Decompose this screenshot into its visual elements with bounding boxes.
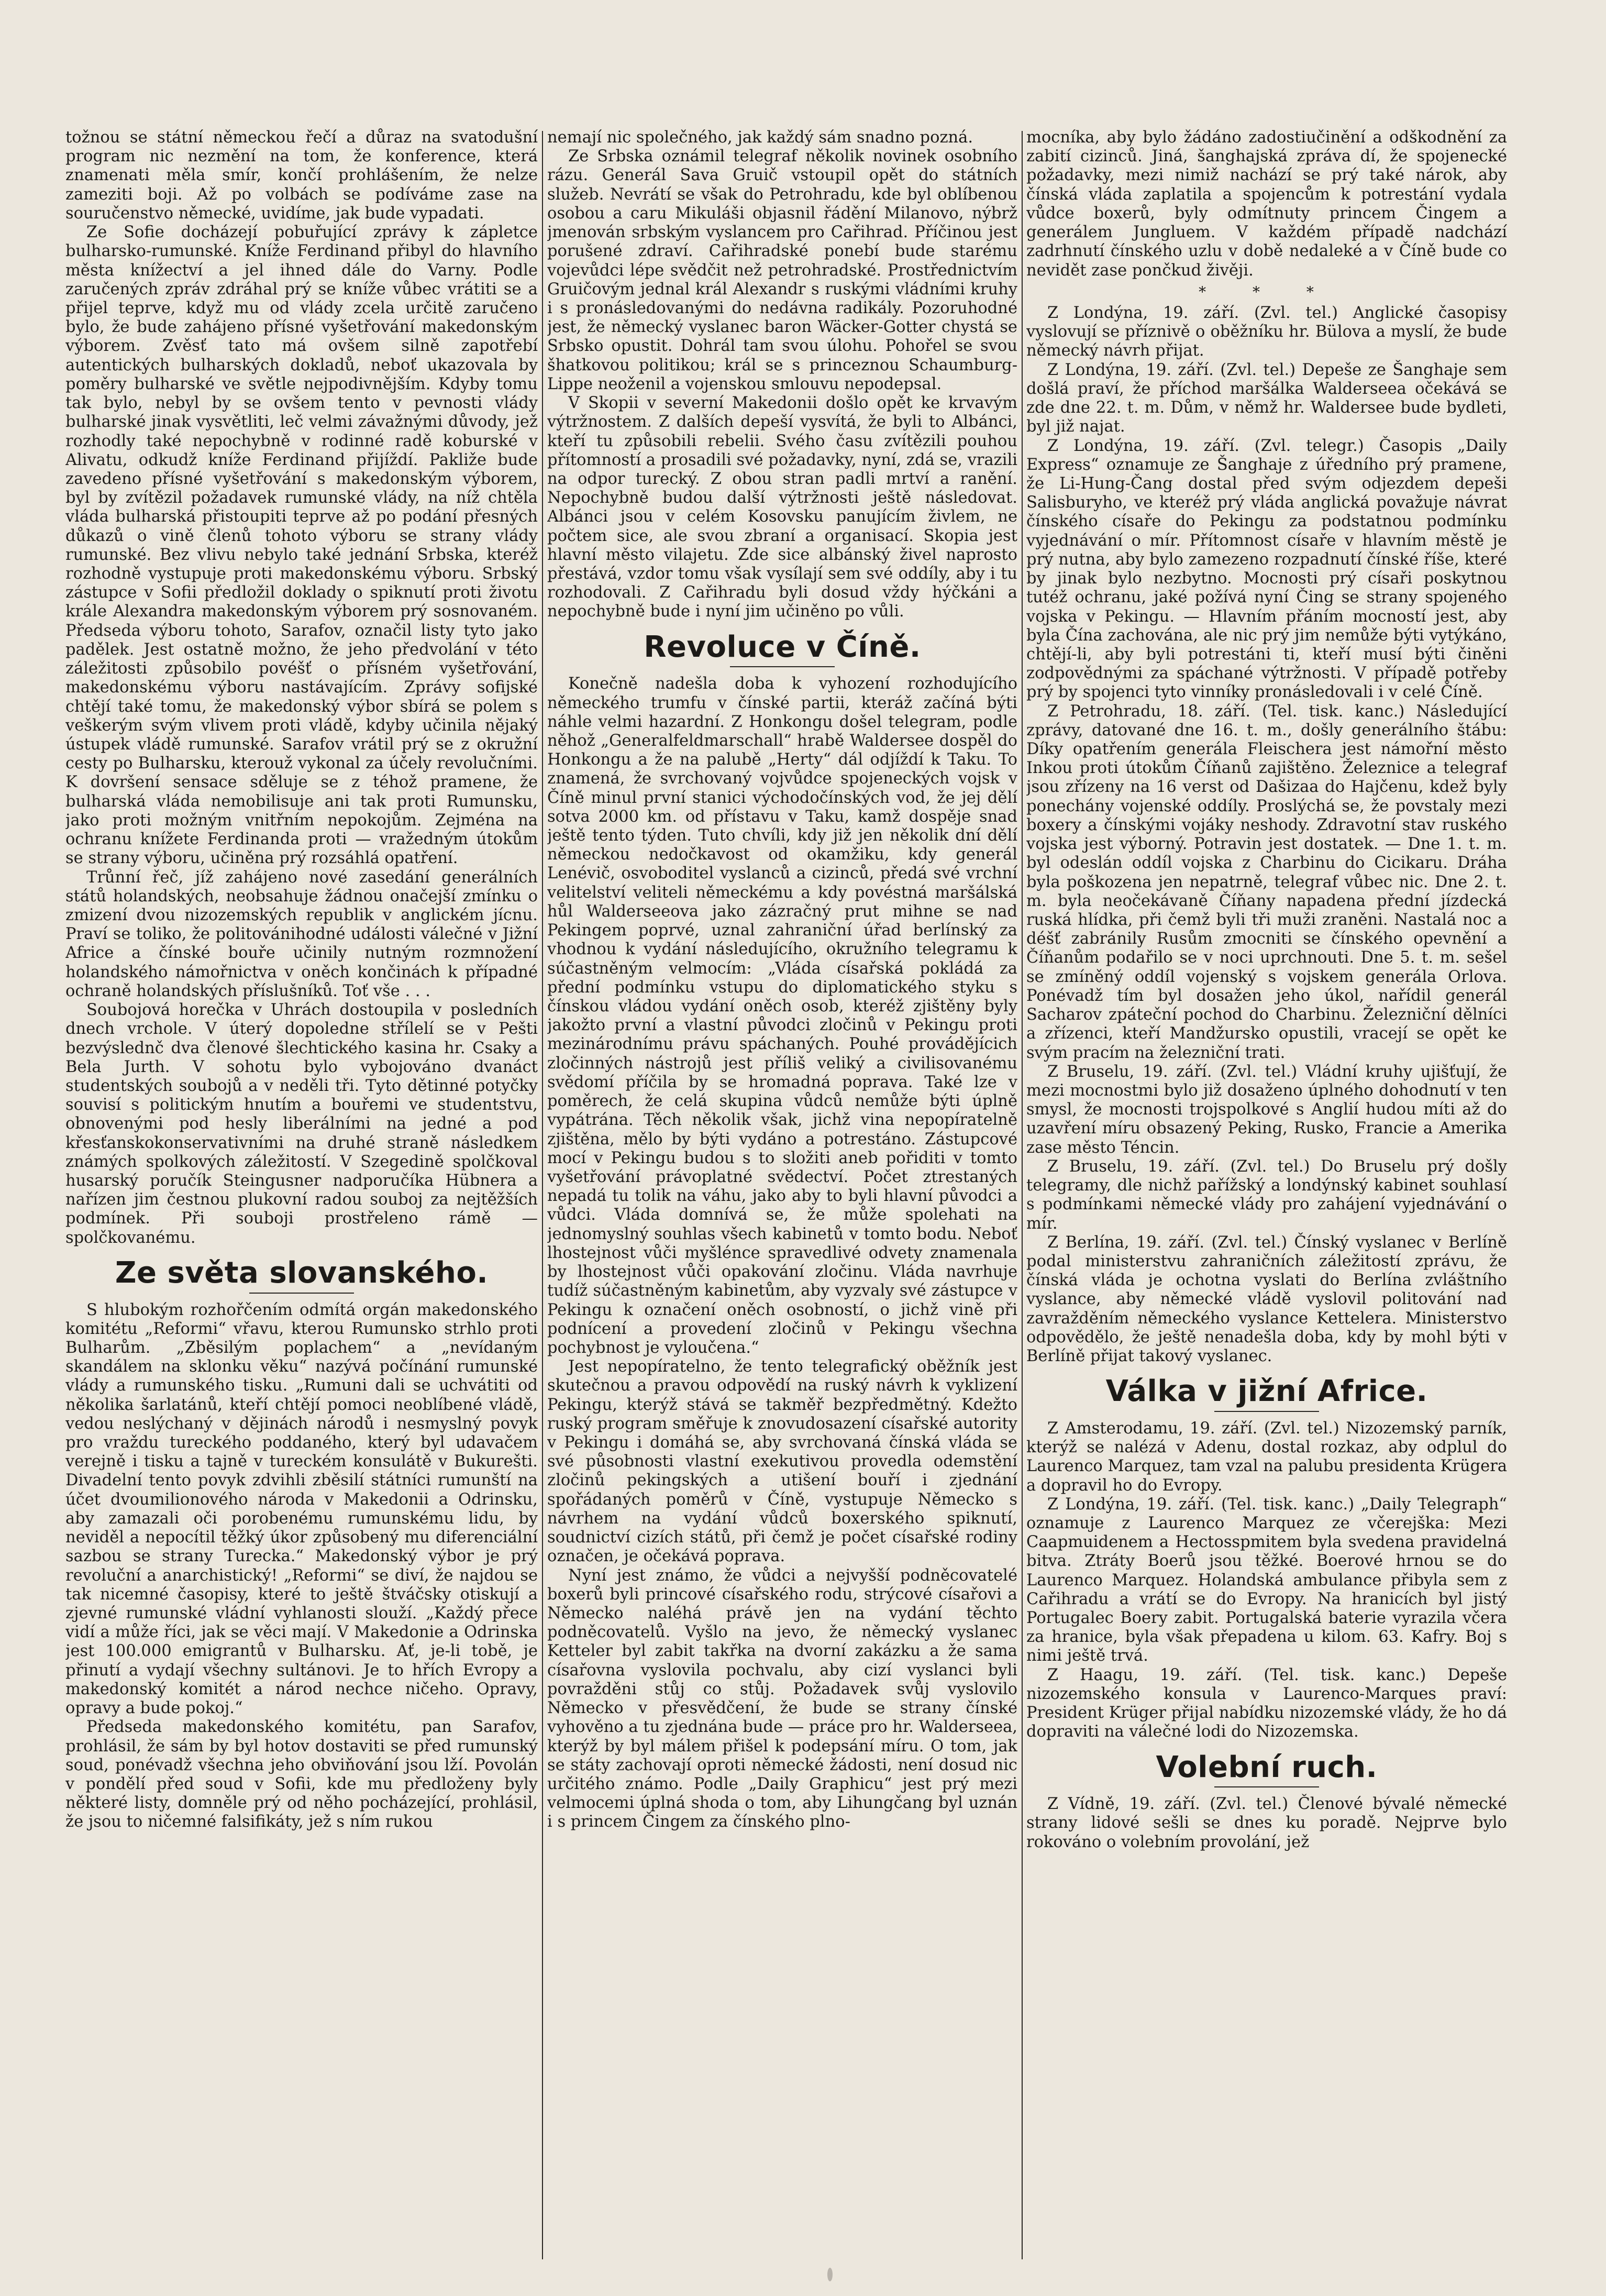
column-3 [1026,128,1507,2275]
news-item: Z Amsterodamu, 19. září. (Zvl. tel.) Nizozemský parník, kterýž se nalézá v Adenu, dostal rozkaz, aby odplul do Laurenco Marquez, tam vzal na palubu presidenta Krügera a dopravil ho do Evropy. [1026,1419,1507,1495]
news-item: Z Londýna, 19. září. (Zvl. telegr.) Časopis „Daily Express“ oznamuje ze Šanghaje z úředního prý pramene, že Li-Hung-Čang dostal před svým odjezdem depeši Salisburyho, ve kteréž prý vláda anglická považuje návrat čínského císaře do Pekingu za podstatnou podmínku vyjednávání o mír. Přítomnost císaře v hlavním městě je prý nutna, aby bylo zamezeno rozpadnutí čínské říše, které by jinak bylo nezbytno. Mocnosti prý císaři poskytnou tutéž ochranu, jaké požívá nyní Čing se strany spojeného vojska v Pekingu. — Hlavním přáním mocností jest, aby byla Čína zachována, ale nic prý jim nemůže býti vytýkáno, chtějí-li, aby byli potrestáni ti, kteří musí býti činěni zodpovědnými za spáchané výtržnosti. V případě potřeby prý by spojenci tyto vinníky pronásledovali i v celé Číně. [1026,436,1507,702]
news-item: Z Vídně, 19. září. (Zvl. tel.) Členové bývalé německé strany lidové sešli se dnes ku poradě. Nejprve bylo rokováno o volebním provolání, jež [1026,1795,1507,1851]
paragraph: nemají nic společného, jak každý sám snadno pozná. [547,128,973,147]
paragraph: V Skopii v severní Makedonii došlo opět ke krvavým výtržnostem. Z dalších depeší vysvítá, že byli to Albánci, kteří tu způsobili rebelii. Svého času zvítězili pouhou přítomností a prosadili své požadavky, nyní, zdá se, vrazili na odpor turecký. Z obou stran padli mrtví a ranění. Nepochybně budou další výtržnosti ještě následovat. Albánci jsou v celém Kosovsku panujícím živlem, ne počtem sice, ale svou zbraní a organisací. Skopia jest hlavní město vilajetu. Zde sice albánský živel naprosto přestává, vzdor tomu však vysílají sem své oddíly, aby i tu rozhodovali. Z Cařihradu byli dosud vždy hýčkáni a nepochybně bude i nyní jim učiněno po vůli. [547,394,1017,621]
heading-text: Válka v jižní Africe. [1105,1374,1428,1409]
column-divider-1 [542,131,543,2259]
section-heading-africa [1026,1375,1507,1412]
news-item: Z Petrohradu, 18. září. (Tel. tisk. kanc.) Následující zprávy, datované dne 16. t. m., došly generálního štábu: Díky opatřením generála Fleischera jest námořní město Inkou proti útokům Číňanů zajištěno. Železnice a telegraf jsou zřízeny na 16 verst od Dašizaa do Hajčenu, kdež byly ponechány vojenské oddíly. Proslýchá se, že povstaly mezi boxery a čínskými vojáky neshody. Zdravotní stav ruského vojska jest výborný. Potravin jest dostatek. — Dne 1. t. m. byl odeslán oddíl vojska z Charbinu do Cicikaru. Dráha byla poškozena jen nepatrně, telegraf vůbec nic. Dne 2. t. m. byla neočekávaně Číňany napadena přední jízdecká ruská hlídka, při čemž byli tři muži zraněni. Nastalá noc a déšť zabránily Rusům zmocniti se čínského opevnění a Číňanům podařilo se v noci uprchnouti. Dne 5. t. m. sešel se zmíněný oddíl vojenský s vojskem generála Orlova. Ponévadž tím byl dosažen jeho úkol, nařídil generál Sacharov zpáteční pochod do Charbinu. Železniční dělníci a zřízenci, kteří Mandžursko opustili, vracejí se opět ke svým pracím na železniční trati. [1026,702,1507,1062]
news-item: Z Londýna, 19. září. (Zvl. tel.) Anglické časopisy vyslovují se příznivě o oběžníku hr. Bülova a myslí, že bude německý návrh přijat. [1026,304,1507,360]
section-heading-slavic [65,1257,538,1294]
paragraph: Nyní jest známo, že vůdci a nejvyšší podněcovatelé boxerů byli princové císařského rodu, strýcové císařovi a Německo naléhá právě jen na vydání těchto podněcovatelů. Vyšlo na jevo, že německý vyslanec Ketteler byl zabit takřka na dvorní zakázku a že sama císařovna vyslovila pochvalu, aby cizí vyslanci byli povražděni stůj co stůj. Požadavek svůj vyslovilo Německo v přesvědčení, že bude se strany čínské vyhověno a tu zjednána bude — práce pro hr. Walderseea, kterýž by byl málem přišel k podepsání míru. O tom, jak se státy zachovají oproti německé žádosti, není dosud nic určitého známo. Podle „Daily Graphicu“ jest prý mezi velmocemi úplná shoda o tom, aby Lihungčang byl uznán i s princem Čingem za čínského plno- [547,1566,1017,1831]
section-heading-election [1026,1751,1507,1788]
news-item: Z Bruselu, 19. září. (Zvl. tel.) Do Bruselu prý došly telegramy, dle nichž pařížský a londýnský kabinet souhlasí s podmínkami německé vlády pro zahájení vyjednávání o mír. [1026,1157,1507,1233]
news-item: Z Berlína, 19. září. (Zvl. tel.) Čínský vyslanec v Berlíně podal ministerstvu zahraničních záležitostí zprávu, že čínská vláda je ochotna vyslati do Berlína zvláštního vyslance, aby německé vládě vyslovil politování nad zavražděním německého vyslance Kettelera. Ministerstvo odpovědělo, že ještě nenadešla doba, kdy by mohl býti v Berlíně přijat takový vyslanec. [1026,1233,1507,1366]
paragraph: Trůnní řeč, jíž zahájeno nové zasedání generálních států holandských, neobsahuje žádnou onačejší zmínku o zmizení dvou nizozemských republik v anglickém jícnu. Praví se toliko, že politovánihodné události válečné v Jižní Africe a čínské bouře učinily nutným rozmnožení holandského námořnictva v oněch končinách k případné ochraně holandských příslušníků. Toť vše . . . [65,868,538,1000]
news-item: Z Bruselu, 19. září. (Zvl. tel.) Vládní kruhy ujišťují, že mezi mocnostmi bylo již dosaženo úplného dohodnutí v ten smysl, že mocnosti trojspolkové s Anglií hudou míti až do uzavření míru obsazený Peking, Rusko, Francie a Amerika zase město Téncin. [1026,1062,1507,1157]
column-1 [65,128,538,2275]
paragraph: Konečně nadešla doba k vyhození rozhodujícího německého trumfu v čínské partii, kteráž začíná býti náhle velmi hazardní. Z Honkongu došel telegram, podle něhož „Generalfeldmarschall“ hrabě Waldersee dospěl do Honkongu a že na palubě „Herty“ dál odjíždí k Taku. To znamená, že svrchovaný vojvůdce spojeneckých vojsk v Číně minul první stanici východočínských vod, že jej dělí sotva 2000 km. od přístavu v Taku, kamž dospěje snad ještě tento týden. Tuto chvíli, kdy již jen několik dní dělí německou nedočkavost od okamžiku, kdy generál Lenévič, osvoboditel vyslanců a cizinců, předá své vrchní velitelství veliteli německému a kdy povéstná maršálská hůl Walderseeova jako zázračný prut mihne se nad Pekingem poprvé, uznal zahraniční úřad berlínský za vhodnou k vydání následujícího, okružního telegramu k súčastněným velmocím: „Vláda císařská pokládá za přední podmínku vstupu do diplomatického styku s čínskou vládou vydání oněch osob, kteréž zjištěny byly jakožto první a vlastní původci zločinů v Pekingu proti mezinárodnímu právu spáchaných. Pouhé provádějícich zločinných nástrojů jest příliš veliký a civilisovanému svědomí příčila by se hromadná poprava. Také lze v poměrech, že celá skupina vůdců nemůže býti úplně vypátrána. Těch několik však, jichž vina nepopíratelně zjištěna, mělo by býti vydáno a potrestáno. Zástupcové mocí v Pekingu budou s to složiti aneb pořiditi v tomto vyšetřování právoplatné svědectví. Počet ztrestaných nepadá tu tolik na váhu, jako aby to byli hlavní původci a vůdci. Vláda domnívá se, že může spolehati na jednomyslný souhlas všech kabinetů v tomto bodu. Neboť lhostejnost vůči myšlénce spravedlivé odvety znamenala by lhostejnost vůči opakování zločinu. Vláda navrhuje tudíž súčastněným kabinetům, aby vyzvaly své zástupce v Pekingu k označení oněch osobností, o jichž vině při podnícení a provedení zločinů v Pekingu všechna pochybnost je vyloučena.“ [547,675,1017,1357]
paragraph: Jest nepopíratelno, že tento telegrafický oběžník jest skutečnou a pravou odpovědí na ruský návrh k vyklizení Pekingu, kterýž stává se takměř bezpředmětný. Kdežto ruský program směřuje k znovudosazení císařské autority v Pekingu i domáhá se, aby svrchovaná čínská vláda se své působnosti vlastní exekutivou provedla odemstění zločinů pekingských a utišení bouří i zjednání spořádaných poměrů v Číně, vystupuje Německo s návrhem na vydání vůdců boxerského spiknutí, soudnictví cizích států, při čemž je počet císařské rodiny označen, je očekává poprava. [547,1357,1017,1566]
paragraph: Ze Sofie docházejí pobuřující zprávy k zápletce bulharsko-rumunské. Kníže Ferdinand přibyl do hlavního města knížectví a jel ihned dále do Varny. Podle zaručených zpráv zdráhal prý se kníže vůbec vrátiti se a přijel teprve, když mu od vlády zcela určitě zaručeno bylo, že bude zahájeno přísné vyšetřování makedonským výborem. Zvěsť tato má ovšem silně zapotřebí autentických bulharských dokladů, neboť ukazovala by poměry bulharské ve světle nejpodivnějším. Kdyby tomu tak bylo, nebyl by se ovšem tento v pevnosti vlády bulharské jinak vysvětliti, leč velmi závažnými důvody, jež rozhodly také nepochybně v rodinné radě koburské v Alivatu, odkudž kníže Ferdinand přijíždí. Pakliže bude zavedeno přísné vyšetřování s makedonským výborem, byl by zvítězil požadavek rumunské vlády, na níž chtěla vláda bulharská přistoupiti teprve až po podání přesných důkazů o vině členů tohoto výboru se strany vlády rumunské. Bez vlivu nebylo také jednání Srbska, kteréž rozhodně vystupuje proti makedonskému výboru. Srbský zástupce v Sofii předložil doklady o spiknutí proti životu krále Alexandra makedonským výborem prý sosnovaném. Předseda výboru tohoto, Sarafov, označil listy tyto jako padělek. Jest ostatně možno, že jeho předvolání v této záležitosti způsobilo povéšť o přísném vyšetřování, makedonskému výboru nastávajícím. Zprávy sofijské chtějí také tomu, že makedonský výbor sbírá se polem s veškerým svým vlivem proti vládě, kdyby učinila nějaký ústupek vládě rumunské. Sarafov vrátil prý se z okružní cesty po Bulharsku, kterouž vykonal za účely revolučními. K dovršení sensace sděluje se z téhož pramene, že bulharská vláda nemobilisuje ani tak proti Rumunsku, jako proti možným vnitřním nepokojům. Zejména na ochranu knížete Ferdinanda proti — vražedným útokům se strany výboru, učiněna prý rozsáhlá opatření. [65,223,538,868]
news-item: Z Haagu, 19. září. (Tel. tisk. kanc.) Depeše nizozemského konsula v Laurenco-Marques praví: President Krüger přijal nabídku nizozemské vlády, že ho dá dopraviti na válečné lodi do Nizozemska. [1026,1665,1507,1741]
section-stars: * * * [1199,283,1335,301]
news-item: Z Londýna, 19. září. (Tel. tisk. kanc.) „Daily Telegraph“ oznamuje z Laurenco Marquez ze včerejška: Mezi Caapmuidenem a Hectosspmitem byla svedena pravidelná bitva. Ztráty Boerů jsou těžké. Boerové hrnou se do Laurenco Marquez. Holandská ambulance přibyla sem z Cařihradu a vrátí se do Evropy. Na hranicích byl jistý Portugalec Boery zabit. Portugalská baterie vyrazila včera za hranice, byla však přepadena u kilom. 63. Kafry. Boj s nimi ještě trvá. [1026,1495,1507,1665]
heading-text: Ze světa slovanského. [115,1255,489,1290]
ink-spot [827,2268,833,2281]
paragraph: mocníka, aby bylo žádáno zadostiučinění a odškodnění za zabití cizinců. Jiná, šanghajská zpráva dí, že spojenecké požadavky, mezi nimiž nachází se prý také nárok, aby čínská vláda zaplatila a spojencům k potrestání vydala vůdce boxerů, byly odmítnuty princem Čingem a generálem Jungluem. V každém případě nadchází zadrhnutí čínského uzlu v době nedaleké a v Číně bude co nevidět zase pončkud živěji. [1026,128,1507,280]
column-2 [547,128,1017,2275]
heading-text: Volební ruch. [1156,1750,1378,1784]
paragraph: Ze Srbska oznámil telegraf několik novinek osobního rázu. Generál Sava Gruič vstoupil opět do státních služeb. Nevrátí se však do Petrohradu, kde byl oblíbenou osobou a caru Mikuláši objasnil řádění Milanovo, nýbrž jmenován srbským vyslancem pro Cařihrad. Příčinou jest porušené zdraví. Cařihradské ponebí bude starému vojevůdci lépe svědčit než petrohradské. Prostřednictvím Gruičovým jednal král Alexandr s ruskými vládními kruhy i s pronásledovanými do nedávna radikály. Pozoruhodné jest, že německý vyslanec baron Wäcker-Gotter chystá se Srbsko opustit. Dohrál tam svou úlohu. Pohořel se svou šhatkovou politikou; král se s princeznou Schaumburg-Lippe neoženil a vojenskou smlouvu nepodepsal. [547,147,1017,393]
paragraph: Předseda makedonského komitétu, pan Sarafov, prohlásil, že sám by byl hotov dostaviti se před rumunský soud, ponévadž všechna jeho obviňování jsou lží. Povolán v pondělí před soud v Sofii, kde mu předloženy byly některé listy, domněle prý od něho pocházející, prohlásil, že jsou to ničemné falsifikáty, jež s ním rukou [65,1718,538,1831]
news-item: Z Londýna, 19. září. (Zvl. tel.) Depeše ze Šanghaje sem došlá praví, že příchod maršálka Walderseea očekává se zde dne 22. t. m. Dům, v němž hr. Waldersee bude bydleti, byl již najat. [1026,360,1507,436]
section-heading-china [547,631,1017,668]
heading-text: Revoluce v Číně. [644,630,921,664]
paragraph: tožnou se státní německou řečí a důraz na svatodušní program nic nezmění na tom, že konference, která znamenati měla smír, končí prohlášením, že nelze zameziti boji. Až po volbách se podíváme zase na souručenstvo německé, uvidíme, jak bude vypadati. [65,128,538,223]
paragraph: Soubojová horečka v Uhrách dostoupila v posledních dnech vrchole. V úterý dopoledne střílelí se v Pešti bezvýslednč dva členové šlechtického kasina hr. Csaky a Bela Jurth. V sohotu bylo vybojováno dvanáct studentských soubojů a v neděli tři. Tyto dětinné potyčky souvisí s politickým hnutím a bouřemi ve studentstvu, obnovenými pod hesly liberálními na jedné a pod křesťanskokonservativními na druhé straně následkem známých spolkových záležitostí. V Szegedině spolčkoval husarský poručík Steingusner nadporučíka Hübnera a nařízen jim čestnou plukovní radou souboj za nejtěžších podmínek. Při souboji prostřeleno rámě — spolčkovanému. [65,1001,538,1247]
column-divider-2 [1022,131,1023,2259]
paragraph: S hlubokým rozhořčením odmítá orgán makedonského komitétu „Reformi“ vřavu, kterou Rumunsko strhlo proti Bulharům. „Zběsilým poplachem“ a „nevídaným skandálem na sklonku věku“ nazývá počínání rumunské vlády a rumunského tisku. „Rumuni dali se uchvátiti od několika šarlatánů, kteří chtějí pomoci neoblíbené vládě, vedou neslýchaný v dějinách národů i nesmyslný povyk pro vraždu tureckého poddaného, který byl udavačem verejně i tisku a tajně v tureckém konsulátě v Bukurešti. Divadelní tento povyk zdvihli zběsilí státníci rumunští na účet dvoumilionového národa v Makedonii a Odrinsku, aby zamazali oči porobenému rumunskému lidu, by neviděl a nepocítil těžký úkor způsobený mu diferenciální sazbou se strany Turecka.“ Makedonský výbor je prý revoluční a anarchistický! „Reformi“ se diví, že najdou se tak nicemné časopisy, které to ještě štváčsky otiskují a zjevné rumunské vládní vyhlanosti slouží. „Každý přece vidí a může říci, jak se věci mají. V Makedonie a Odrinska jest 100.000 emigrantů v Bulharsku. Ať, je-li tobě, je přinutí a vydají všechny sultánovi. Je to hřích Evropy a makedonský komitét a národ nechce ničeho. Opravy, opravy a bude pokoj.“ [65,1300,538,1718]
